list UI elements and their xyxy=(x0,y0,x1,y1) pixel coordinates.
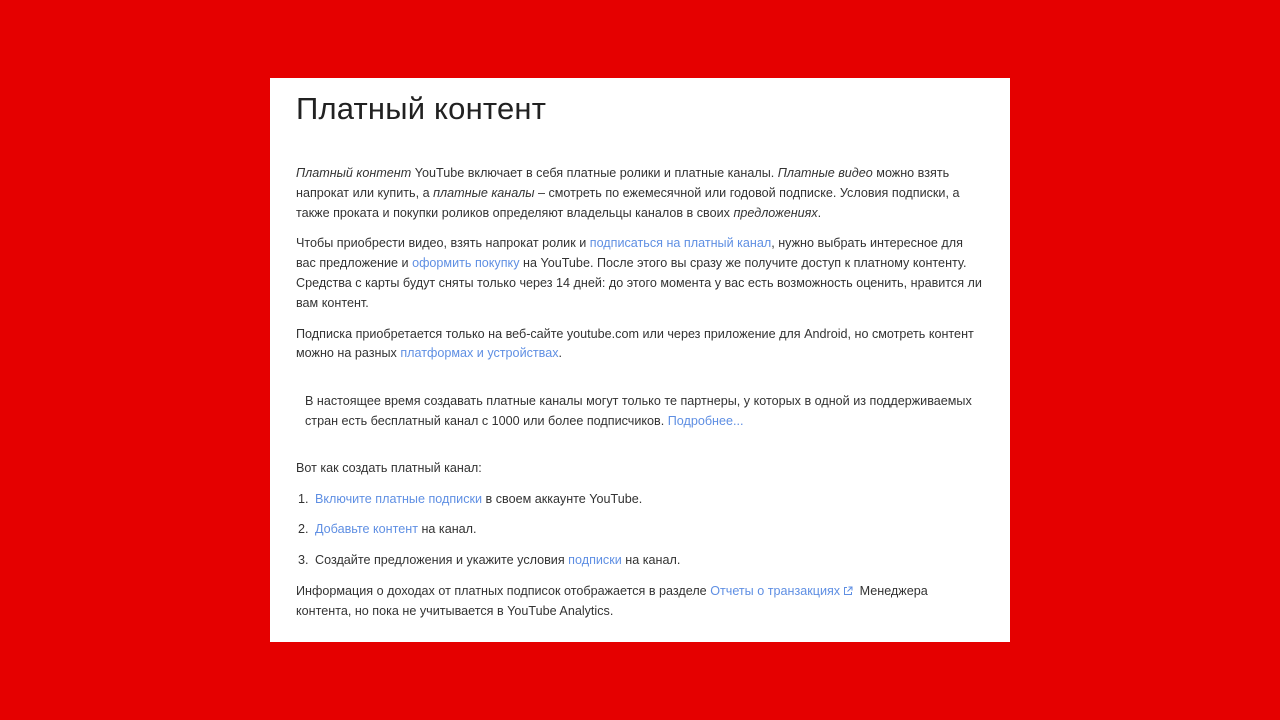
step-number: 1. xyxy=(298,491,309,506)
list-item xyxy=(296,490,984,510)
text: . xyxy=(558,346,563,361)
add-content-link[interactable]: Добавьте контент xyxy=(315,522,418,537)
platforms-devices-link[interactable]: платформах и устройствах xyxy=(400,346,559,361)
partner-note xyxy=(296,392,984,432)
text: на канал. xyxy=(417,522,477,537)
text: Создайте предложения и укажите условия xyxy=(315,553,569,568)
text: В настоящее время создавать платные каналы могут только те партнеры, у которых в одной из поддерживаемых стран есть бесплатный канал с 1000 или более подписчиков. xyxy=(305,394,972,428)
text: на YouTube. После этого вы сразу же получите доступ к платному контенту. Средства с карты будут сняты только через 14 дней: до этого момента у вас есть возможность оценить, нравится ли вам контент. xyxy=(296,256,982,310)
text: в своем аккаунте YouTube. xyxy=(482,491,643,506)
list-item xyxy=(296,520,984,540)
text: . xyxy=(817,205,822,220)
em-paid-content: Платный контент xyxy=(296,166,412,180)
step-text xyxy=(315,490,642,510)
em-paid-channels: платные каналы xyxy=(433,185,535,200)
list-item xyxy=(296,551,984,571)
subscriptions-link[interactable]: подписки xyxy=(568,553,622,568)
page-title: Платный контент xyxy=(296,91,547,126)
em-offers: предложениях xyxy=(733,205,818,220)
text: Менеджера контента, но пока не учитывается в YouTube Analytics. xyxy=(296,583,928,618)
transaction-reports-link[interactable]: Отчеты о транзакциях xyxy=(710,583,841,598)
text: Чтобы приобрести видео, взять напрокат ролик и xyxy=(296,236,590,251)
step-number: 2. xyxy=(298,522,309,537)
em-paid-videos: Платные видео xyxy=(777,166,873,180)
text: на канал. xyxy=(621,553,681,568)
help-article-card xyxy=(270,78,1010,642)
text: YouTube включает в себя платные ролики и платные каналы. xyxy=(411,166,778,180)
intro-paragraph xyxy=(296,164,984,223)
text: Подписка приобретается только на веб-сайте youtube.com или через приложение для Android, но смотреть контент можно на разных xyxy=(296,326,974,361)
checkout-link[interactable]: оформить покупку xyxy=(412,256,520,271)
text: Информация о доходах от платных подписок отображается в разделе xyxy=(296,583,711,598)
platforms-paragraph xyxy=(296,325,984,365)
how-to-heading: Вот как создать платный канал: xyxy=(296,460,482,475)
external-link-icon[interactable] xyxy=(843,586,853,596)
note-text xyxy=(305,392,984,432)
text: , нужно выбрать интересное для вас предложение и xyxy=(296,236,963,271)
text: можно взять напрокат или купить, а xyxy=(296,166,950,200)
learn-more-link[interactable]: Подробнее... xyxy=(667,413,744,428)
revenue-paragraph xyxy=(296,582,984,622)
step-text xyxy=(315,551,680,571)
text: – смотреть по ежемесячной или годовой подписке. Условия подписки, а также проката и покупки роликов определяют владельцы каналов в своих xyxy=(296,185,960,220)
subscribe-paid-channel-link[interactable]: подписаться на платный канал xyxy=(589,236,772,251)
step-text xyxy=(315,520,477,540)
step-number: 3. xyxy=(298,553,309,568)
purchase-paragraph xyxy=(296,234,984,313)
enable-paid-subscriptions-link[interactable]: Включите платные подписки xyxy=(315,491,483,506)
steps-list xyxy=(296,490,984,571)
